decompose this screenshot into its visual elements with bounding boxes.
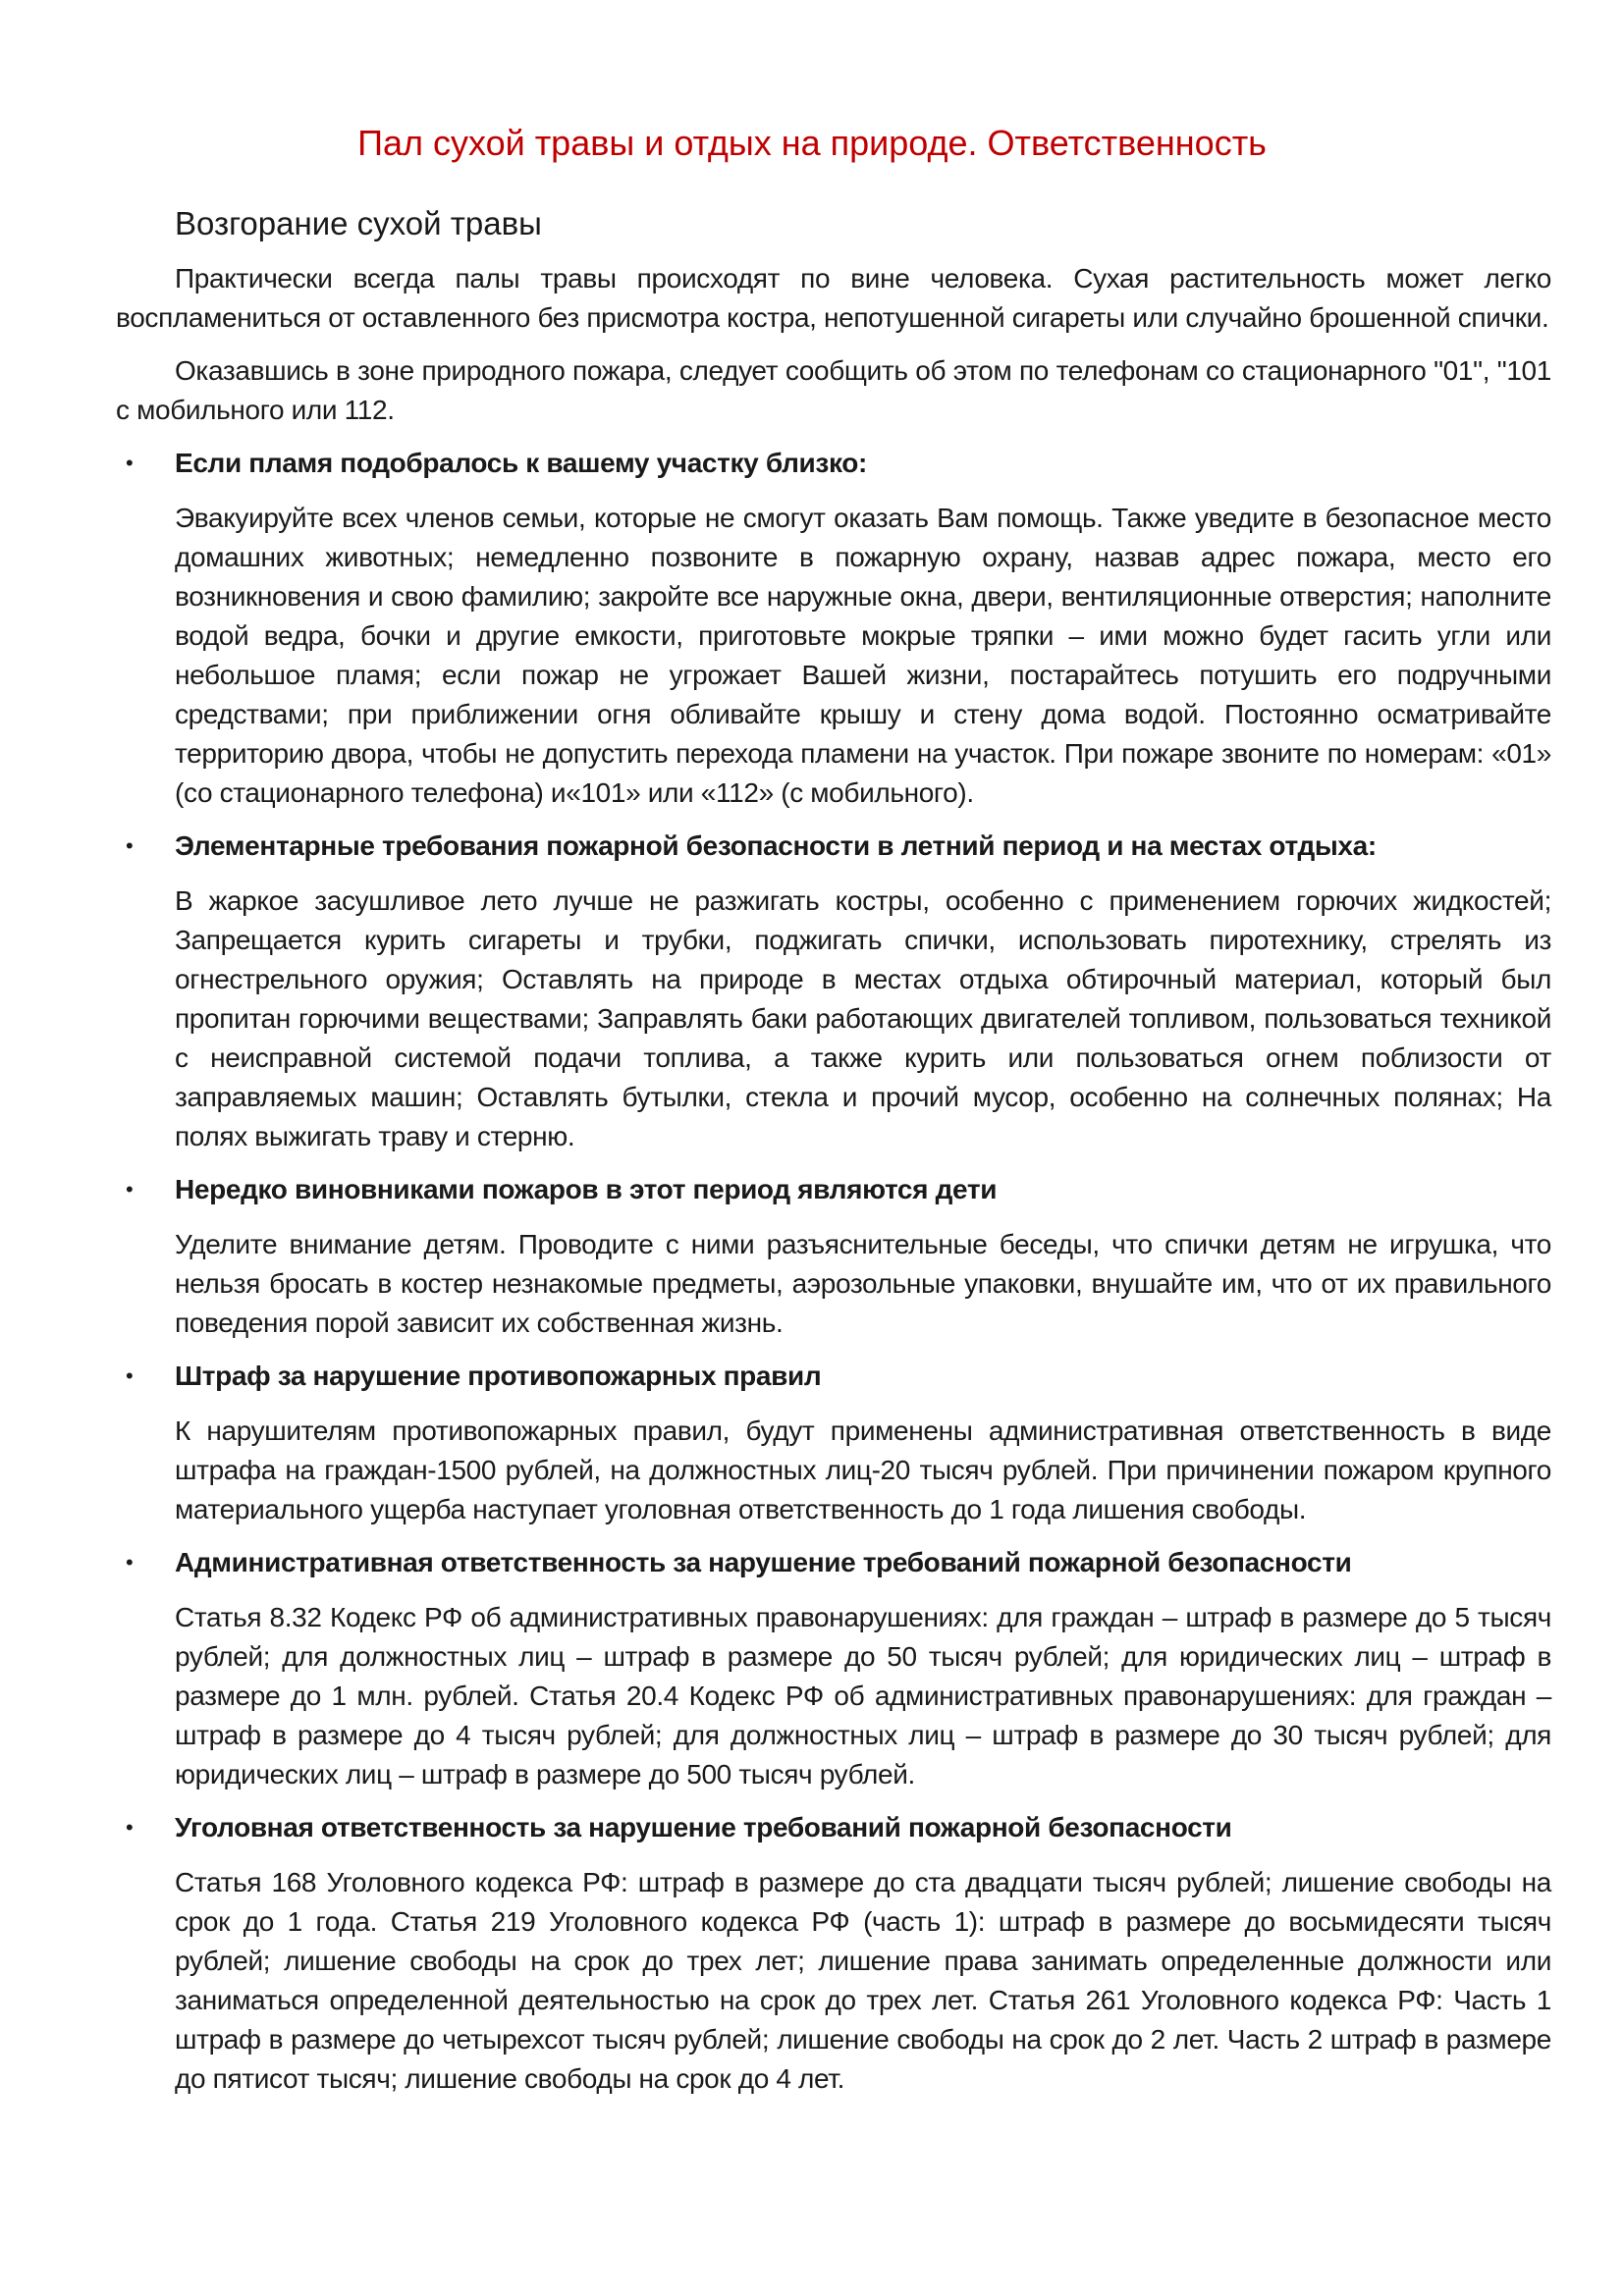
list-item-body: В жаркое засушливое лето лучше не разжигать костры, особенно с применением горючих жидкостей; Запрещается курить сигареты и трубки, поджигать спички, использовать пиротехнику, стрелять из огнестрельного оружия; Оставлять на природе в местах отдыха обтирочный материал, который был пропитан горючими веществами; Заправлять баки работающих двигателей топливом, пользоваться техникой с неисправной системой подачи топлива, а также курить или пользоваться огнем поблизости от заправляемых машин; Оставлять бутылки, стекла и прочий мусор, особенно на солнечных полянах; На полях выжигать траву и стерню. [175,885,1551,1151]
list-item-heading: Элементарные требования пожарной безопасности в летний период и на местах отдыха: [175,830,1377,861]
list-item-children [116,1170,1551,1343]
intro-paragraph-2: Оказавшись в зоне природного пожара, следует сообщить об этом по телефонам со стационарного "01", "101 с мобильного или 112. [116,355,1551,425]
list-item-body: Статья 168 Уголовного кодекса РФ: штраф в размере до ста двадцати тысяч рублей; лишение свободы на срок до 1 года. Статья 219 Уголовного кодекса РФ (часть 1): штраф в размере до восьмидесяти тысяч рублей; лишение свободы на срок до трех лет; лишение права занимать определенные должности или заниматься определенной деятельностью на срок до трех лет. Статья 261 Уголовного кодекса РФ: Часть 1 штраф в размере до четырехсот тысяч рублей; лишение свободы на срок до 2 лет. Часть 2 штраф в размере до пятисот тысяч; лишение свободы на срок до 4 лет. [175,1867,1551,2094]
bullet-icon: • [126,451,134,475]
list-item-body: К нарушителям противопожарных правил, будут применены административная ответственность в виде штрафа на граждан-1500 рублей, на должностных лиц-20 тысяч рублей. При причинении пожаром крупного материального ущерба наступает уголовная ответственность до 1 года лишения свободы. [175,1415,1551,1524]
list-item-heading: Уголовная ответственность за нарушение требований пожарной безопасности [175,1812,1232,1842]
list-item-flame-near [116,444,1551,813]
bullet-icon: • [126,1550,134,1575]
list-item-summer-requirements [116,827,1551,1156]
page-title: Пал сухой травы и отдых на природе. Ответственность [357,123,1267,163]
bullet-icon: • [126,1815,134,1840]
list-item-criminal [116,1808,1551,2099]
list-item-heading: Если пламя подобралось к вашему участку близко: [175,448,867,478]
bullet-icon: • [126,1363,134,1388]
list-item-heading: Нередко виновниками пожаров в этот период являются дети [175,1174,998,1204]
list-item-body: Уделите внимание детям. Проводите с ними разъяснительные беседы, что спички детям не игрушка, что нельзя бросать в костер незнакомые предметы, аэрозольные упаковки, внушайте им, что от их правильного поведения порой зависит их собственная жизнь. [175,1229,1551,1338]
list-item-body: Статья 8.32 Кодекс РФ об административных правонарушениях: для граждан – штраф в размере до 5 тысяч рублей; для должностных лиц – штраф в размере до 50 тысяч рублей; для юридических лиц – штраф в размере до 1 млн. рублей. Статья 20.4 Кодекс РФ об административных правонарушениях: для граждан – штраф в размере до 4 тысяч рублей; для должностных лиц – штраф в размере до 30 тысяч рублей; для юридических лиц – штраф в размере до 500 тысяч рублей. [175,1602,1551,1789]
bullet-icon: • [126,833,134,858]
list-item-body: Эвакуируйте всех членов семьи, которые не смогут оказать Вам помощь. Также уведите в безопасное место домашних животных; немедленно позвоните в пожарную охрану, назвав адрес пожара, место его возникновения и свою фамилию; закройте все наружные окна, двери, вентиляционные отверстия; наполните водой ведра, бочки и другие емкости, приготовьте мокрые тряпки – ими можно будет гасить угли или небольшое пламя; если пожар не угрожает Вашей жизни, постарайтесь потушить его подручными средствами; при приближении огня обливайте крышу и стену дома водой. Постоянно осматривайте территорию двора, чтобы не допустить перехода пламени на участок. При пожаре звоните по номерам: «01» (со стационарного телефона) и«101» или «112» (с мобильного). [175,503,1551,808]
list-item-administrative [116,1543,1551,1794]
document-content [116,259,1551,2112]
intro-paragraph-1: Практически всегда палы травы происходят по вине человека. Сухая растительность может легко воспламениться от оставленного без присмотра костра, непотушенной сигареты или случайно брошенной спички. [116,263,1551,333]
list-item-heading: Штраф за нарушение противопожарных правил [175,1361,822,1391]
list-item-fine [116,1357,1551,1529]
list-item-heading: Административная ответственность за нарушение требований пожарной безопасности [175,1547,1352,1577]
bullet-icon: • [126,1177,134,1201]
section-heading: Возгорание сухой травы [175,205,542,241]
